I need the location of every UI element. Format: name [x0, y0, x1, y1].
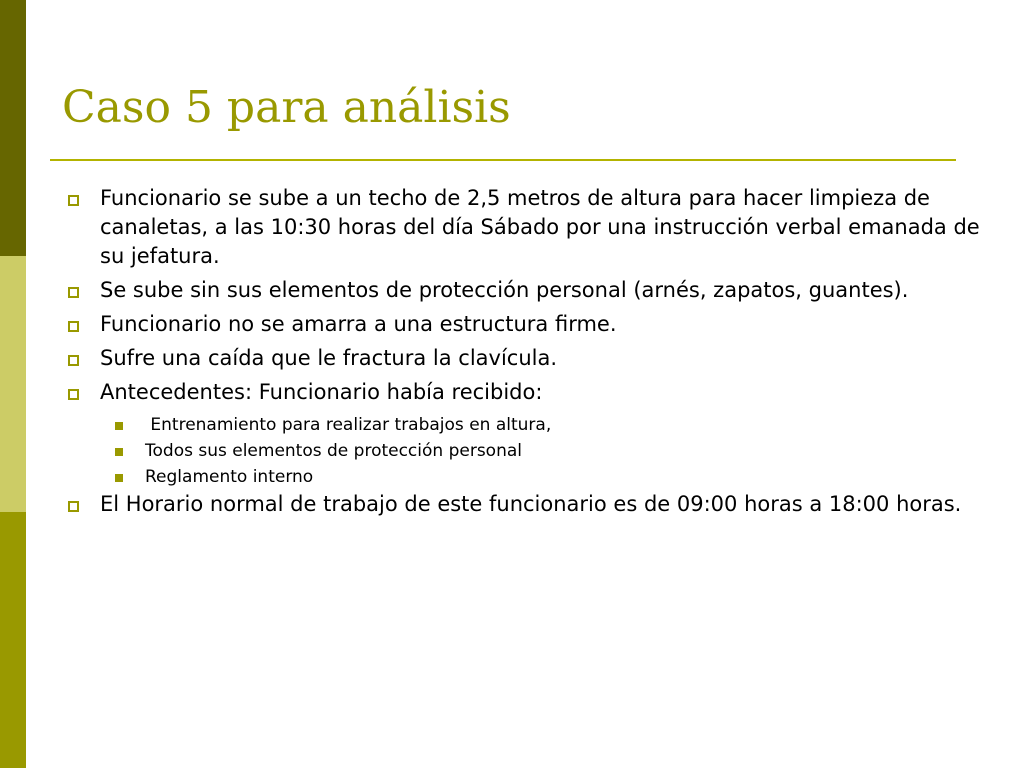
bullet-text: Sufre una caída que le fractura la clavícula. [100, 346, 558, 370]
title-underline [50, 159, 956, 161]
filled-square-bullet-icon [115, 422, 123, 430]
sidebar-stripe-top [0, 0, 26, 256]
sub-bullet-text: Entrenamiento para realizar trabajos en altura, [145, 415, 552, 435]
bullet-text: Se sube sin sus elementos de protección personal (arnés, zapatos, guantes). [100, 278, 909, 302]
bullet-item [62, 310, 982, 339]
hollow-square-bullet-icon [68, 389, 79, 400]
bullet-item [62, 490, 982, 519]
sub-bullet-list [62, 412, 982, 490]
sidebar-stripe-bottom [0, 512, 26, 768]
hollow-square-bullet-icon [68, 355, 79, 366]
bullet-text: Antecedentes: Funcionario había recibido: [100, 380, 543, 404]
filled-square-bullet-icon [115, 474, 123, 482]
hollow-square-bullet-icon [68, 321, 79, 332]
sub-bullet-item [62, 438, 982, 464]
slide-title: Caso 5 para análisis [62, 82, 511, 133]
bullet-text: Funcionario no se amarra a una estructura firme. [100, 312, 617, 336]
sub-bullet-item [62, 464, 982, 490]
bullet-item [62, 344, 982, 373]
bullet-item [62, 276, 982, 305]
bullet-item [62, 184, 982, 271]
hollow-square-bullet-icon [68, 287, 79, 298]
bullet-list-continued [62, 490, 982, 519]
sub-bullet-text: Reglamento interno [145, 467, 314, 487]
bullet-text: El Horario normal de trabajo de este funcionario es de 09:00 horas a 18:00 horas. [100, 492, 962, 516]
hollow-square-bullet-icon [68, 195, 79, 206]
sidebar-stripe-middle [0, 256, 26, 512]
hollow-square-bullet-icon [68, 501, 79, 512]
bullet-list [62, 184, 982, 407]
sub-bullet-text: Todos sus elementos de protección personal [145, 441, 522, 461]
sub-bullet-item [62, 412, 982, 438]
slide-content [62, 184, 982, 524]
bullet-text: Funcionario se sube a un techo de 2,5 metros de altura para hacer limpieza de canaletas, a las 10:30 horas del día Sábado por una instrucción verbal emanada de su jefatura. [100, 186, 980, 268]
bullet-item [62, 378, 982, 407]
filled-square-bullet-icon [115, 448, 123, 456]
